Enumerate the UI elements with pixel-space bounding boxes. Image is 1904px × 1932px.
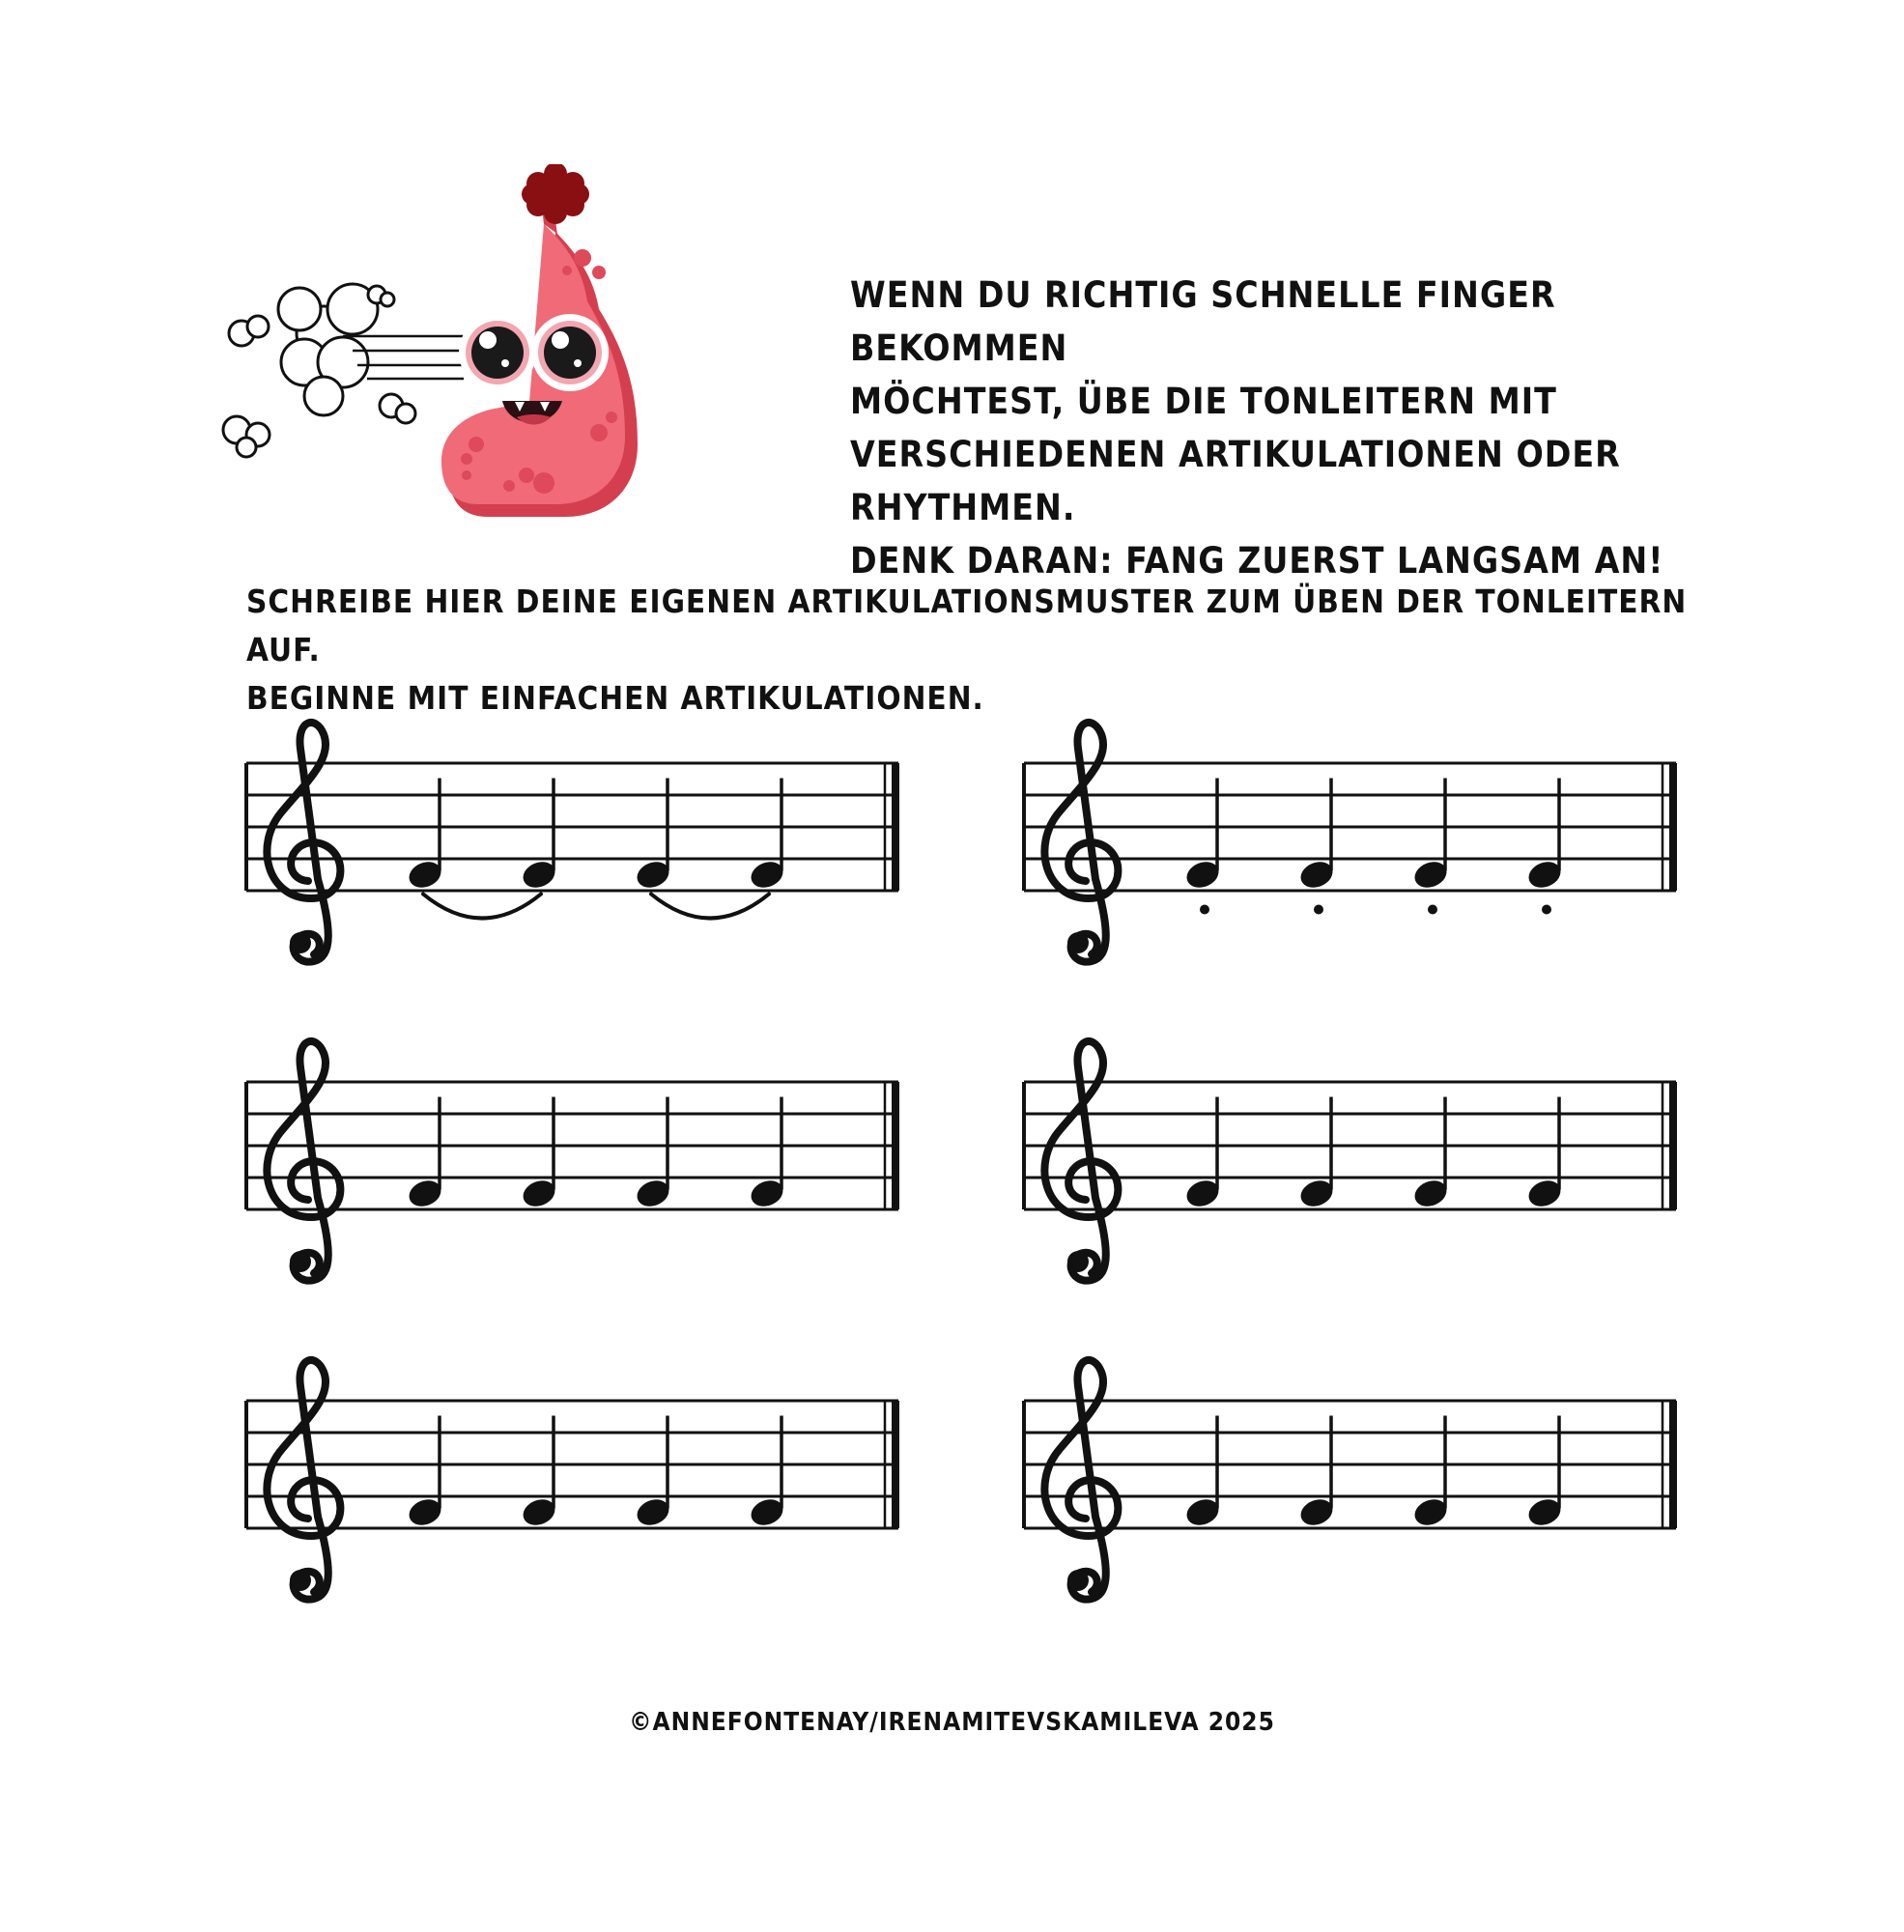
slur — [423, 895, 541, 919]
staccato-dot — [1428, 905, 1437, 915]
staccato-dot — [1542, 905, 1551, 915]
staccato-dot — [1200, 905, 1209, 915]
music-staff — [1024, 1041, 1676, 1281]
treble-clef-icon — [267, 1360, 340, 1600]
treble-clef-icon — [267, 1041, 340, 1281]
music-staff — [246, 723, 898, 962]
treble-clef-icon — [267, 723, 340, 962]
music-staff — [1024, 723, 1676, 962]
treble-clef-icon — [1044, 1360, 1118, 1600]
music-staff — [246, 1041, 898, 1281]
music-staff — [1024, 1360, 1676, 1600]
slur — [651, 895, 769, 919]
instructions-line: BEGINNE MIT EINFACHEN ARTIKULATIONEN. — [246, 679, 984, 717]
instructions-line: SCHREIBE HIER DEINE EIGENEN ARTIKULATIONSMUSTER ZUM ÜBEN DER TONLEITERN AUF. — [246, 582, 1688, 668]
treble-clef-icon — [1044, 723, 1118, 962]
intro-line: VERSCHIEDENEN ARTIKULATIONEN ODER RHYTHMEN. — [850, 434, 1621, 528]
intro-line: DENK DARAN: FANG ZUERST LANGSAM AN! — [850, 540, 1664, 582]
intro-line: MÖCHTEST, ÜBE DIE TONLEITERN MIT — [850, 381, 1557, 422]
staccato-dot — [1314, 905, 1323, 915]
copyright-footer: ©ANNEFONTENAY/IRENAMITEVSKAMILEVA 2025 — [629, 1708, 1275, 1737]
intro-line: WENN DU RICHTIG SCHNELLE FINGER BEKOMMEN — [850, 274, 1556, 369]
music-staff — [246, 1360, 898, 1600]
treble-clef-icon — [1044, 1041, 1118, 1281]
